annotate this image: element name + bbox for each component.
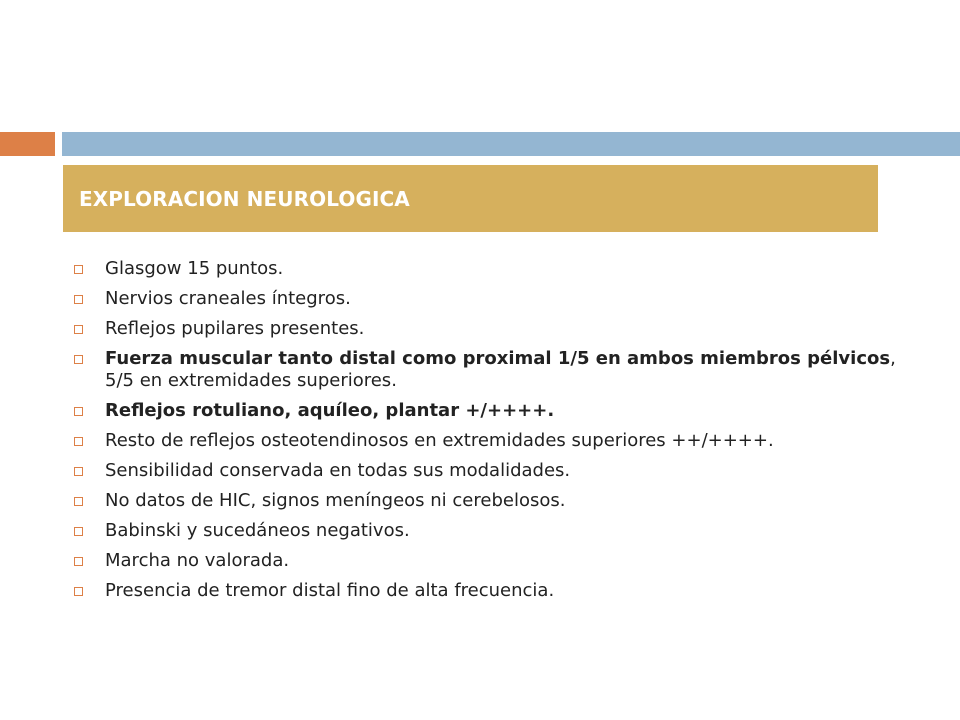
- title-banner: [63, 165, 878, 232]
- list-item-text: Presencia de tremor distal fino de alta frecuencia.: [105, 580, 555, 601]
- list-item: [74, 348, 914, 392]
- list-item: [74, 580, 914, 602]
- square-bullet-icon: [74, 527, 83, 536]
- list-item: [74, 460, 914, 482]
- square-bullet-icon: [74, 467, 83, 476]
- square-bullet-icon: [74, 355, 83, 364]
- list-item: [74, 288, 914, 310]
- accent-bar-blue: [62, 132, 960, 156]
- list-item-text: Reflejos pupilares presentes.: [105, 318, 365, 339]
- list-item: [74, 318, 914, 340]
- list-item-text: Babinski y sucedáneos negativos.: [105, 520, 410, 541]
- list-item: [74, 400, 914, 422]
- square-bullet-icon: [74, 407, 83, 416]
- list-item: [74, 430, 914, 452]
- square-bullet-icon: [74, 437, 83, 446]
- square-bullet-icon: [74, 295, 83, 304]
- list-item-rest-text: , 5/5 en extremidades superiores.: [105, 348, 896, 391]
- list-item-text: Nervios craneales íntegros.: [105, 288, 351, 309]
- list-item-text: Glasgow 15 puntos.: [105, 258, 284, 279]
- list-item-text: Sensibilidad conservada en todas sus modalidades.: [105, 460, 571, 481]
- list-item-bold-text: Reflejos rotuliano, aquíleo, plantar +/++++.: [105, 400, 555, 421]
- square-bullet-icon: [74, 587, 83, 596]
- square-bullet-icon: [74, 265, 83, 274]
- list-item: [74, 490, 914, 512]
- list-item: [74, 258, 914, 280]
- list-item: [74, 550, 914, 572]
- bullet-list: [74, 258, 914, 610]
- square-bullet-icon: [74, 497, 83, 506]
- list-item-bold-text: Fuerza muscular tanto distal como proximal 1/5 en ambos miembros pélvicos: [105, 348, 891, 369]
- square-bullet-icon: [74, 325, 83, 334]
- list-item-text: Resto de reflejos osteotendinosos en extremidades superiores ++/++++.: [105, 430, 774, 451]
- accent-bar-orange: [0, 132, 55, 156]
- list-item-text: [105, 348, 914, 392]
- slide-title: EXPLORACION NEUROLOGICA: [79, 186, 410, 211]
- list-item-text: Marcha no valorada.: [105, 550, 290, 571]
- list-item: [74, 520, 914, 542]
- square-bullet-icon: [74, 557, 83, 566]
- list-item-text: No datos de HIC, signos meníngeos ni cerebelosos.: [105, 490, 566, 511]
